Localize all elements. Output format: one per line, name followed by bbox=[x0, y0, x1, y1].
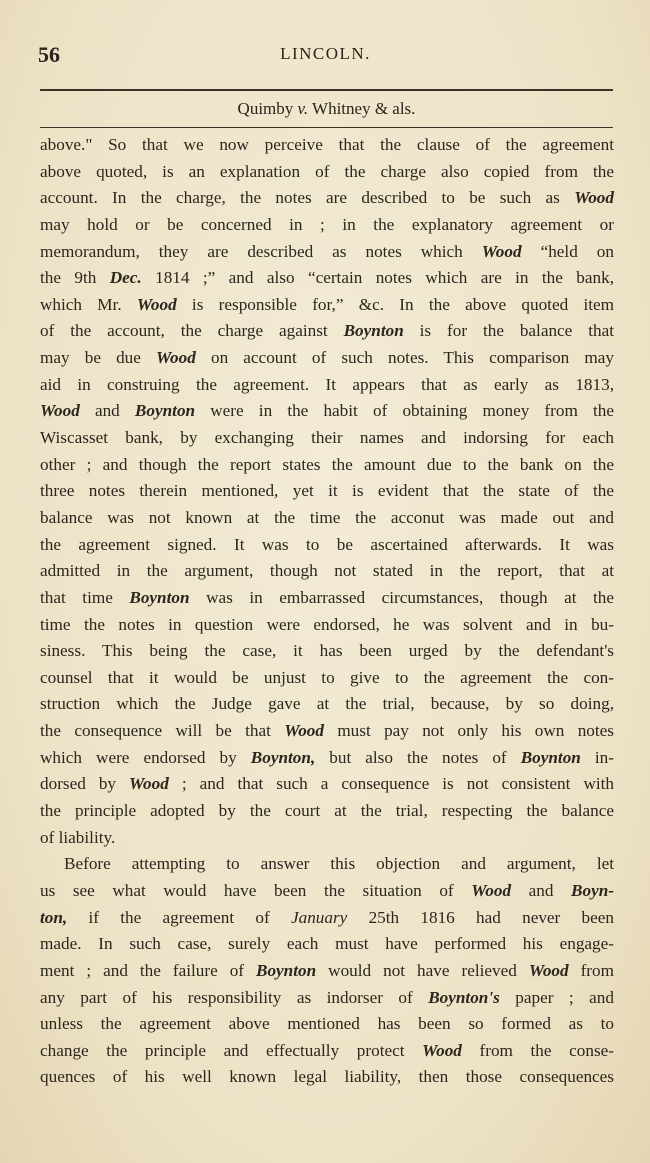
text-line bbox=[40, 478, 614, 505]
italic-name: Boyn- bbox=[571, 880, 614, 900]
text-line bbox=[40, 931, 614, 958]
text-segment: “held on bbox=[521, 241, 614, 261]
text-line bbox=[40, 1011, 614, 1038]
text-segment: Before attempting to answer this objection and argument, let bbox=[64, 854, 614, 874]
text-line bbox=[40, 985, 614, 1012]
italic-name: Boynton, bbox=[250, 747, 316, 767]
case-title bbox=[40, 99, 613, 119]
text-segment: the 9th bbox=[40, 268, 110, 288]
text-segment: time the notes in question were endorsed, he was solvent and in bu- bbox=[40, 614, 614, 634]
italic-name: Boynton bbox=[343, 321, 404, 341]
text-segment: admitted in the argument, though not stated in the report, that at bbox=[40, 561, 614, 581]
text-segment: any part of his responsibility as indorser of bbox=[40, 987, 429, 1007]
italic-name: Wood bbox=[422, 1040, 462, 1060]
italic-name: Boynton bbox=[129, 587, 190, 607]
body-text bbox=[40, 132, 614, 1091]
text-line bbox=[40, 345, 614, 372]
italic-name: Wood bbox=[481, 241, 522, 261]
text-line bbox=[40, 185, 614, 212]
text-line bbox=[40, 265, 614, 292]
text-line bbox=[40, 452, 614, 479]
top-rule bbox=[40, 89, 613, 91]
text-line bbox=[40, 318, 614, 345]
text-segment: of liability. bbox=[40, 827, 116, 847]
text-segment: ment ; and the failure of bbox=[40, 960, 256, 980]
text-line bbox=[40, 532, 614, 559]
text-segment: may be due bbox=[40, 348, 157, 368]
text-segment: paper ; and bbox=[499, 987, 614, 1007]
page-number: 56 bbox=[38, 42, 60, 67]
italic-name: Wood bbox=[156, 348, 196, 368]
text-line bbox=[40, 292, 614, 319]
text-segment: the consequence will be that bbox=[40, 721, 285, 741]
text-line bbox=[40, 1064, 614, 1091]
text-segment: were in the habit of obtaining money from the bbox=[195, 401, 614, 421]
italic-word: January bbox=[290, 907, 348, 927]
italic-name: Wood bbox=[136, 294, 177, 314]
case-defendant: Whitney & als. bbox=[312, 99, 416, 118]
text-segment: three notes therein mentioned, yet it is evident that the state of the bbox=[40, 481, 614, 501]
text-line bbox=[40, 825, 614, 852]
italic-name: Wood bbox=[40, 401, 80, 421]
text-segment: aid in construing the agreement. It appears that as early as 1813, bbox=[40, 374, 614, 394]
italic-name: Wood bbox=[129, 774, 169, 794]
text-line bbox=[40, 505, 614, 532]
text-segment: other ; and though the report states the amount due to the bank on the bbox=[40, 454, 614, 474]
text-line bbox=[40, 398, 614, 425]
text-segment: 25th 1816 had never been bbox=[347, 907, 614, 927]
title-rule bbox=[40, 127, 613, 128]
text-segment: the principle adopted by the court at the trial, respecting the balance bbox=[40, 801, 614, 821]
text-segment: must pay not only his own notes bbox=[323, 721, 614, 741]
text-segment: unless the agreement above mentioned has been so formed as to bbox=[40, 1014, 614, 1034]
text-segment: quences of his well known legal liability, then those consequences bbox=[40, 1067, 614, 1087]
italic-name: Wood bbox=[284, 721, 324, 741]
text-segment: and bbox=[79, 401, 135, 421]
text-line bbox=[40, 585, 614, 612]
text-segment: but also the notes of bbox=[315, 747, 521, 767]
italic-name: Boynton bbox=[134, 401, 196, 421]
text-segment: may hold or be concerned in ; in the explanatory agreement or bbox=[40, 214, 614, 234]
text-line bbox=[40, 1038, 614, 1065]
text-segment: memorandum, they are described as notes which bbox=[40, 241, 482, 261]
italic-name: Boynton bbox=[520, 747, 581, 767]
text-line bbox=[40, 691, 614, 718]
text-segment: 1814 ;” and also “certain notes which are in the bank, bbox=[141, 268, 614, 288]
text-line bbox=[40, 239, 614, 266]
text-segment: struction which the Judge gave at the trial, because, by so doing, bbox=[40, 694, 614, 714]
text-segment: and bbox=[511, 880, 572, 900]
text-segment: which were endorsed by bbox=[40, 747, 251, 767]
text-line bbox=[40, 132, 614, 159]
text-segment: above." So that we now perceive that the clause of the agreement bbox=[40, 135, 614, 154]
text-segment: counsel that it would be unjust to give to the agreement the con- bbox=[40, 667, 614, 687]
text-line bbox=[40, 558, 614, 585]
italic-name: Wood bbox=[528, 960, 569, 980]
text-line bbox=[40, 212, 614, 239]
text-segment: from the conse- bbox=[461, 1040, 614, 1060]
running-head bbox=[38, 42, 613, 74]
text-segment: ; and that such a consequence is not consistent with bbox=[168, 774, 614, 794]
running-title: LINCOLN. bbox=[280, 44, 371, 63]
text-segment: which Mr. bbox=[40, 294, 137, 314]
italic-name: Boynton's bbox=[428, 987, 500, 1007]
text-line bbox=[40, 958, 614, 985]
text-line bbox=[40, 425, 614, 452]
text-line bbox=[40, 159, 614, 186]
text-segment: made. In such case, surely each must have performed his engage- bbox=[40, 934, 614, 954]
text-segment: dorsed by bbox=[40, 774, 130, 794]
italic-name: Wood bbox=[471, 880, 512, 900]
italic-name: ton, bbox=[40, 907, 68, 927]
text-segment: us see what would have been the situation of bbox=[40, 880, 472, 900]
case-plaintiff: Quimby bbox=[237, 99, 294, 118]
text-segment: would not have relieved bbox=[316, 960, 529, 980]
text-line bbox=[40, 851, 614, 878]
case-versus: v. bbox=[297, 99, 309, 118]
text-segment: that time bbox=[40, 587, 130, 607]
text-segment: was in embarrassed circumstances, though at the bbox=[189, 587, 614, 607]
text-line bbox=[40, 905, 614, 932]
text-segment: is for the balance that bbox=[403, 321, 614, 341]
text-segment: on account of such notes. This comparison may bbox=[195, 348, 614, 368]
text-line bbox=[40, 771, 614, 798]
text-segment: balance was not known at the time the acconut was made out and bbox=[40, 507, 614, 527]
italic-name: Boynton bbox=[256, 960, 317, 980]
text-line bbox=[40, 718, 614, 745]
text-line bbox=[40, 612, 614, 639]
text-line bbox=[40, 372, 614, 399]
text-line bbox=[40, 878, 614, 905]
text-segment: Wiscasset bank, by exchanging their names and indorsing for each bbox=[40, 428, 614, 448]
text-segment: is responsible for,” &c. In the above quoted item bbox=[176, 294, 614, 314]
text-segment: if the agreement of bbox=[67, 907, 291, 927]
text-segment: from bbox=[568, 960, 614, 980]
italic-name: Dec. bbox=[109, 268, 142, 288]
text-segment: of the account, the charge against bbox=[40, 321, 344, 341]
text-segment: change the principle and effectually protect bbox=[40, 1040, 423, 1060]
italic-name: Wood bbox=[574, 188, 614, 208]
text-line bbox=[40, 798, 614, 825]
text-line bbox=[40, 665, 614, 692]
text-segment: the agreement signed. It was to be ascertained afterwards. It was bbox=[40, 534, 614, 554]
text-line bbox=[40, 745, 614, 772]
text-segment: account. In the charge, the notes are described to be such as bbox=[40, 188, 575, 208]
text-segment: above quoted, is an explanation of the charge also copied from the bbox=[40, 161, 614, 181]
text-line bbox=[40, 638, 614, 665]
text-segment: siness. This being the case, it has been urged by the defendant's bbox=[40, 641, 614, 661]
text-segment: in- bbox=[580, 747, 614, 767]
